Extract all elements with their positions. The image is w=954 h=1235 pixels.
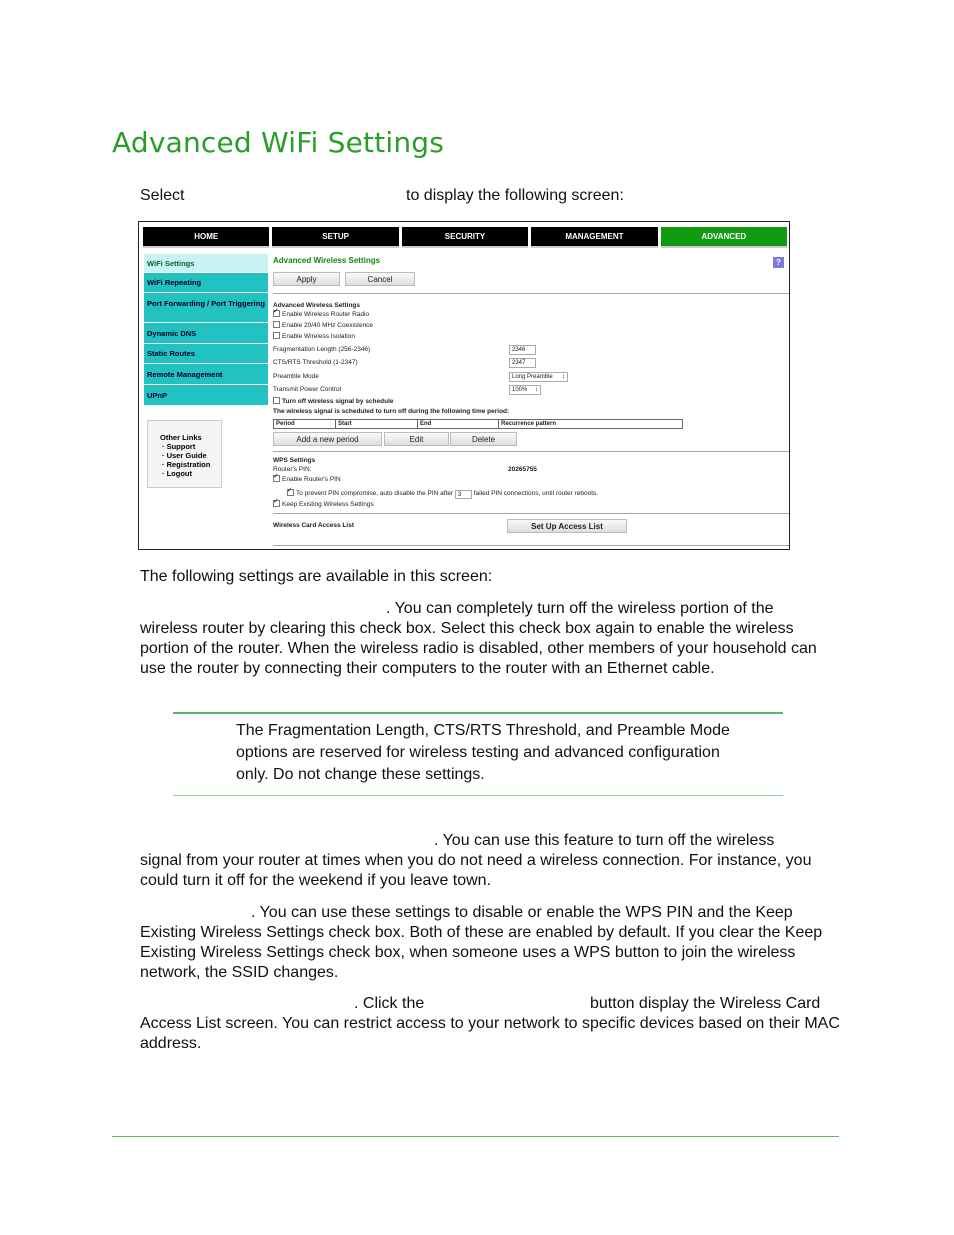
- intro-rest: to display the following screen:: [406, 187, 624, 204]
- help-icon[interactable]: ?: [773, 257, 784, 268]
- sidebar-item-static-routes[interactable]: Static Routes: [144, 344, 268, 364]
- schedule-checkbox[interactable]: [273, 397, 280, 404]
- following-text: The following settings are available in this screen:: [140, 568, 493, 585]
- router-sidebar: [144, 254, 268, 406]
- apply-button[interactable]: Apply: [273, 272, 340, 286]
- paragraph-radio: . You can completely turn off the wireless portion of the wireless router by clearing this check box. Select this check box again to enable the wireless portion of the router. When the wireless radio is disabled, other members of your household can use the router by connecting their computers to the router with an Ethernet cable.: [140, 600, 817, 677]
- setup-access-list-button[interactable]: Set Up Access List: [507, 519, 627, 533]
- stepper-icon: ↕: [535, 387, 538, 393]
- wps-title: WPS Settings: [273, 457, 316, 464]
- tab-advanced[interactable]: ADVANCED: [661, 227, 787, 248]
- paragraph-schedule: . You can use this feature to turn off the wireless signal from your router at times when you do not need a wireless connection. For instance, you could turn it off for the weekend if you leave town.: [140, 832, 812, 889]
- schedule-note: The wireless signal is scheduled to turn off during the following time period:: [273, 408, 510, 415]
- router-page-title: Advanced Wireless Settings: [273, 256, 381, 265]
- divider: [273, 545, 789, 546]
- add-period-button[interactable]: Add a new period: [273, 432, 382, 446]
- power-select[interactable]: 100% ↕: [509, 385, 541, 395]
- access-list-label: Wireless Card Access List: [273, 522, 354, 529]
- prevent-checkbox[interactable]: [287, 489, 294, 496]
- footer-rule: [112, 1136, 839, 1137]
- col-period: Period: [274, 420, 336, 428]
- tab-setup[interactable]: SETUP: [272, 227, 398, 248]
- router-nav-tabs: [143, 227, 787, 248]
- divider: [273, 451, 789, 452]
- tab-home[interactable]: HOME: [143, 227, 269, 248]
- stepper-icon: ↕: [562, 374, 565, 380]
- page-title: Advanced WiFi Settings: [112, 126, 445, 159]
- delete-button[interactable]: Delete: [450, 432, 517, 446]
- sidebar-item-wifi-settings[interactable]: WiFi Settings: [144, 254, 268, 273]
- col-end: End: [418, 420, 499, 428]
- enable-radio-checkbox[interactable]: [273, 310, 280, 317]
- other-links-title: Other Links: [160, 433, 202, 442]
- sidebar-item-dynamic-dns[interactable]: Dynamic DNS: [144, 323, 268, 344]
- divider: [273, 513, 789, 514]
- sidebar-item-remote-management[interactable]: Remote Management: [144, 364, 268, 385]
- frag-label: Fragmentation Length (256-2346): [273, 346, 371, 353]
- edit-button[interactable]: Edit: [384, 432, 449, 446]
- note-bottom-rule: [173, 795, 783, 796]
- cts-input[interactable]: 2347: [509, 358, 536, 368]
- router-screenshot: [138, 221, 790, 550]
- intro-select: Select: [140, 187, 185, 204]
- prevent-row: ✓To prevent PIN compromise, auto disable the PIN after 3 failed PIN connections, until router reboots.: [287, 489, 598, 498]
- power-label: Transmit Power Control: [273, 386, 342, 393]
- divider: [273, 293, 789, 294]
- enable-pin-row: ✓Enable Router's PIN: [273, 476, 341, 483]
- enable-radio-row: ✓Enable Wireless Router Radio: [273, 311, 369, 318]
- tab-management[interactable]: MANAGEMENT: [531, 227, 657, 248]
- keep-settings-checkbox[interactable]: [273, 500, 280, 507]
- isolation-checkbox[interactable]: [273, 332, 280, 339]
- schedule-table-header: [273, 419, 683, 429]
- col-recurrence: Recurrence pattern: [501, 421, 557, 427]
- link-registration[interactable]: · Registration: [162, 460, 211, 469]
- link-support[interactable]: · Support: [162, 442, 196, 451]
- keep-settings-row: ✓Keep Existing Wireless Settings: [273, 501, 374, 508]
- note-text: The Fragmentation Length, CTS/RTS Threshold, and Preamble Mode options are reserved for wireless testing and advanced configuration only. Do not change these settings.: [236, 722, 730, 783]
- col-start: Start: [336, 420, 418, 428]
- other-links-box: [147, 420, 222, 488]
- enable-pin-checkbox[interactable]: [273, 475, 280, 482]
- sidebar-item-port-forwarding[interactable]: Port Forwarding / Port Triggering: [144, 293, 268, 323]
- schedule-row: Turn off wireless signal by schedule: [273, 398, 394, 405]
- pin-label: Router's PIN:: [273, 466, 312, 473]
- preamble-label: Preamble Mode: [273, 373, 319, 380]
- paragraph-wps: . You can use these settings to disable or enable the WPS PIN and the Keep Existing Wireless Settings check box. Both of these are enabled by default. If you clear the Keep Existing Wireless Settings check box, when someone uses a WPS button to join the wireless network, the SSID changes.: [140, 904, 823, 981]
- coexistence-checkbox[interactable]: [273, 321, 280, 328]
- coexistence-row: Enable 20/40 MHz Coexistence: [273, 322, 373, 329]
- section-advanced-title: Advanced Wireless Settings: [273, 302, 360, 309]
- note-top-rule: [173, 712, 783, 714]
- cancel-button[interactable]: Cancel: [345, 272, 415, 286]
- frag-input[interactable]: 2346: [509, 345, 536, 355]
- pin-value: 20265755: [508, 466, 537, 473]
- paragraph-access-list: . Click the button display the Wireless Card Access List screen. You can restrict access to your network to specific devices based on their MAC address.: [140, 995, 840, 1052]
- link-user-guide[interactable]: · User Guide: [162, 451, 207, 460]
- prevent-count-input[interactable]: 3: [455, 490, 472, 499]
- preamble-select[interactable]: Long Preamble ↕: [509, 372, 568, 382]
- cts-label: CTS/RTS Threshold (1-2347): [273, 359, 358, 366]
- sidebar-item-upnp[interactable]: UPnP: [144, 385, 268, 406]
- sidebar-item-wifi-repeating[interactable]: WiFi Repeating: [144, 273, 268, 293]
- isolation-row: Enable Wireless Isolation: [273, 333, 355, 340]
- link-logout[interactable]: · Logout: [162, 469, 192, 478]
- tab-security[interactable]: SECURITY: [402, 227, 528, 248]
